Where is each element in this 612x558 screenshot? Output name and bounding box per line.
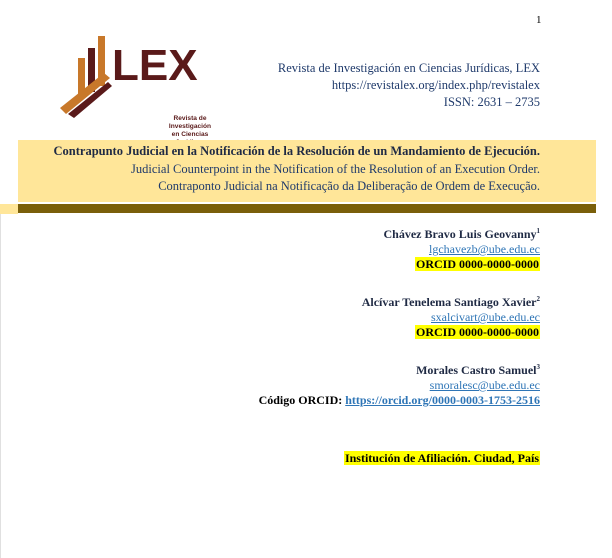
journal-url[interactable]: https://revistalex.org/index.php/revistalex — [331, 78, 540, 92]
institution — [344, 451, 540, 466]
author-orcid: ORCID 0000-0000-0000 — [416, 325, 539, 339]
author-orcid-line — [259, 393, 540, 408]
orcid-link[interactable]: https://orcid.org/0000-0003-1753-2516 — [345, 393, 540, 407]
logo-subtitle-line1: Revista de Investigación — [168, 115, 212, 130]
author-block-3 — [259, 360, 540, 408]
journal-info — [278, 60, 540, 111]
page-left-border — [0, 214, 1, 558]
author-name: Alcívar Tenelema Santiago Xavier$^2$ — [361, 295, 540, 309]
logo-wordmark: LEX — [112, 41, 198, 90]
journal-name: Revista de Investigación en Ciencias Jurídicas, LEX — [277, 61, 540, 75]
title-rule — [18, 204, 596, 213]
author-block-1 — [383, 224, 540, 272]
title-spanish: Contrapunto Judicial en la Notificación de la Resolución de un Mandamiento de Ejecución. — [53, 144, 540, 158]
author-email[interactable]: smoralesc@ube.edu.ec — [429, 378, 540, 392]
author-email[interactable]: lgchavezb@ube.edu.ec — [429, 242, 540, 256]
lex-logo-mark — [54, 28, 214, 120]
title-english: Judicial Counterpoint in the Notification of the Resolution of an Execution Order. — [131, 161, 540, 176]
author-block-2 — [362, 292, 540, 340]
author-name: Morales Castro Samuel$^3$ — [416, 363, 540, 377]
journal-issn: ISSN: 2631 – 2735 — [443, 95, 540, 109]
title-portuguese: Contraponto Judicial na Notificação da Deliberação de Ordem de Execução. — [158, 179, 540, 193]
author-name: Chávez Bravo Luis Geovanny$^1$ — [383, 227, 540, 241]
journal-logo — [54, 28, 214, 138]
author-orcid: ORCID 0000-0000-0000 — [416, 257, 539, 271]
logo-subtitle-line2: en Ciencias — [171, 131, 209, 138]
author-email[interactable]: sxalcivart@ube.edu.ec — [430, 310, 540, 324]
page-number: 1 — [536, 14, 542, 26]
orcid-label: Código ORCID: — [258, 393, 343, 407]
title-rule-left — [0, 204, 18, 214]
institution-text: Institución de Afiliación. Ciudad, País — [344, 451, 539, 465]
article-titles — [54, 143, 540, 196]
